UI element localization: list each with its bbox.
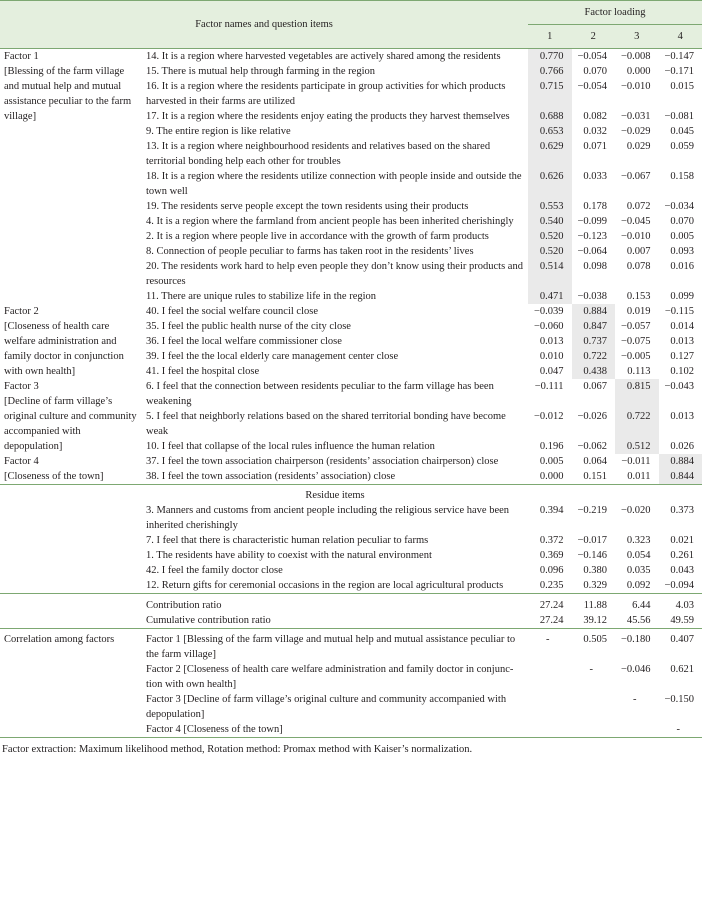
question-item: 38. I feel the town association (residents’ association) close	[146, 471, 396, 482]
loading-value: 0.737	[572, 334, 616, 349]
loading-value: 0.844	[659, 469, 702, 485]
column-header: 3	[615, 25, 659, 49]
loading-value: 0.007	[626, 246, 651, 257]
correlation-value: 0.407	[670, 634, 695, 645]
loading-value: −0.031	[620, 111, 651, 122]
empty-cell	[659, 485, 702, 504]
question-item: 19. The residents serve people except the town residents using their products	[146, 201, 469, 212]
loading-value: −0.171	[664, 66, 695, 77]
loading-value: −0.123	[577, 231, 608, 242]
question-item: 39. I feel the the local elderly care management center close	[146, 351, 399, 362]
loading-value: −0.012	[533, 411, 564, 422]
loading-value: 0.014	[670, 321, 695, 332]
residue-item: 3. Manners and customs from ancient people including the religious service have been inherited cherishingly	[146, 505, 510, 531]
empty-cell	[0, 548, 142, 563]
contribution-value: 27.24	[539, 615, 564, 626]
loading-value: 0.013	[539, 336, 564, 347]
question-item: 9. The entire region is like relative	[146, 126, 291, 137]
column-header: 2	[572, 25, 616, 49]
table-row	[0, 49, 702, 65]
loading-value: −0.039	[533, 306, 564, 317]
loading-value: 0.514	[528, 259, 572, 289]
contribution-body	[0, 594, 702, 629]
loading-value: −0.067	[620, 171, 651, 182]
loading-value: 0.127	[670, 351, 695, 362]
residue-title-row	[0, 485, 702, 504]
loading-value: 0.471	[528, 289, 572, 304]
residue-item: 7. I feel that there is characteristic human relation peculiar to farms	[146, 535, 429, 546]
contribution-value: 45.56	[626, 615, 651, 626]
loading-value: −0.146	[577, 550, 608, 561]
loading-value: 0.847	[572, 319, 616, 334]
loading-value: −0.075	[620, 336, 651, 347]
loading-value: 0.373	[670, 505, 695, 516]
loading-value: 0.033	[583, 171, 608, 182]
correlation-factor: Factor 3 [Decline of farm village’s original culture and community accompanied with depopulation]	[146, 694, 507, 720]
correlation-value: 0.505	[583, 634, 608, 645]
loading-value: 0.021	[670, 535, 695, 546]
loading-value: 0.054	[626, 550, 651, 561]
empty-cell	[0, 578, 142, 594]
loading-value: −0.064	[577, 246, 608, 257]
loading-value: 0.047	[539, 366, 564, 377]
loading-value: −0.010	[620, 231, 651, 242]
correlation-label: Correlation among factors	[4, 634, 115, 645]
loading-value: −0.054	[577, 51, 608, 62]
loading-value: 0.013	[670, 336, 695, 347]
loading-value: −0.008	[620, 51, 651, 62]
residue-item: 12. Return gifts for ceremonial occasions in the region are local agricultural products	[146, 580, 504, 591]
loading-value: −0.054	[577, 81, 608, 92]
loading-value: 0.151	[583, 471, 608, 482]
loading-value: −0.081	[664, 111, 695, 122]
residue-title: Residue items	[305, 490, 365, 501]
residue-item: 1. The residents have ability to coexist with the natural environment	[146, 550, 432, 561]
loading-value: 0.072	[626, 201, 651, 212]
loading-value: 0.520	[528, 229, 572, 244]
loading-value: 0.512	[615, 439, 659, 454]
correlation-value: -	[633, 694, 637, 705]
loading-value: 0.369	[539, 550, 564, 561]
correlation-value: −0.180	[620, 634, 651, 645]
question-item: 5. I feel that neighborly relations based on the shared territorial bonding have become weak	[146, 411, 506, 437]
loading-value: 0.770	[528, 49, 572, 65]
loading-value: 0.153	[626, 291, 651, 302]
loading-value: 0.045	[670, 126, 695, 137]
loading-value: 0.005	[539, 456, 564, 467]
contribution-label: Contribution ratio	[146, 600, 222, 611]
loading-value: 0.098	[583, 261, 608, 272]
correlation-value	[572, 692, 616, 722]
loading-value: 0.011	[627, 471, 651, 482]
table-row	[0, 379, 702, 409]
loading-value: 0.013	[670, 411, 695, 422]
footnote: Factor extraction: Maximum likelihood method, Rotation method: Promax method with Kaiser’s normalization.	[0, 737, 702, 761]
loading-value: −0.011	[621, 456, 651, 467]
loading-value: −0.043	[664, 381, 695, 392]
loading-value: −0.111	[534, 381, 564, 392]
question-item: 4. It is a region where the farmland from ancient people has been inherited cherishingly	[146, 216, 514, 227]
factor-label: Factor 1 [Blessing of the farm village and mutual help and mutual assistance peculiar to the farm village]	[4, 51, 132, 122]
loading-value: −0.005	[620, 351, 651, 362]
loading-value: 0.093	[670, 246, 695, 257]
loading-value: 0.070	[583, 66, 608, 77]
loading-value: 0.766	[528, 64, 572, 79]
loading-value: 0.722	[615, 409, 659, 439]
table-row	[0, 548, 702, 563]
empty-cell	[0, 563, 142, 578]
loading-value: 0.884	[572, 304, 616, 319]
question-item: 20. The residents work hard to help even people they don’t know using their products and resources	[146, 261, 523, 287]
question-item: 35. I feel the public health nurse of the city close	[146, 321, 351, 332]
loading-value: 0.078	[626, 261, 651, 272]
loading-value: −0.017	[577, 535, 608, 546]
loading-value: −0.026	[577, 411, 608, 422]
loading-value: 0.035	[626, 565, 651, 576]
question-item: 17. It is a region where the residents enjoy eating the products they harvest themselves	[146, 111, 510, 122]
correlation-value: −0.046	[620, 664, 651, 675]
question-item: 2. It is a region where people live in accordance with the growth of farm products	[146, 231, 489, 242]
column-header: 1	[528, 25, 572, 49]
loading-value: −0.060	[533, 321, 564, 332]
contribution-row	[0, 613, 702, 629]
correlation-value	[528, 692, 572, 722]
loading-value: −0.038	[577, 291, 608, 302]
loading-value: 0.380	[583, 565, 608, 576]
loading-value: 0.000	[539, 471, 564, 482]
loading-value: 0.688	[528, 109, 572, 124]
correlation-value	[572, 722, 616, 737]
loading-value: 0.653	[528, 124, 572, 139]
loading-value: 0.019	[626, 306, 651, 317]
factor-loading-header: Factor loading	[584, 7, 646, 18]
correlation-body	[0, 629, 702, 738]
correlation-row	[0, 629, 702, 663]
loading-value: −0.062	[577, 441, 608, 452]
question-item: 36. I feel the local welfare commissioner close	[146, 336, 342, 347]
loading-value: 0.329	[583, 580, 608, 591]
factor-label: Factor 2 [Closeness of health care welfare administration and family doctor in conjunction with own health]	[4, 306, 124, 377]
loading-value: 0.005	[670, 231, 695, 242]
loading-value: 0.815	[615, 379, 659, 409]
loading-value: 0.113	[627, 366, 651, 377]
correlation-factor: Factor 4 [Closeness of the town]	[146, 724, 283, 735]
correlation-value: -	[676, 724, 681, 735]
contribution-value: 11.88	[583, 600, 608, 611]
loading-value: 0.102	[670, 366, 695, 377]
loading-value: −0.034	[664, 201, 695, 212]
loading-value: 0.092	[626, 580, 651, 591]
empty-cell	[0, 503, 142, 533]
question-item: 11. There are unique rules to stabilize life in the region	[146, 291, 377, 302]
loading-value: 0.715	[528, 79, 572, 109]
correlation-value: −0.150	[664, 694, 695, 705]
residue-item: 42. I feel the family doctor close	[146, 565, 283, 576]
empty-cell	[0, 594, 142, 614]
loading-value: 0.043	[670, 565, 695, 576]
loading-value: 0.884	[659, 454, 702, 469]
correlation-value: -	[546, 634, 550, 645]
loading-value: 0.722	[572, 349, 616, 364]
contribution-value: 39.12	[583, 615, 608, 626]
contribution-value: 27.24	[539, 600, 564, 611]
correlation-factor: Factor 2 [Closeness of health care welfare administration and family doctor in conjunc-tion with own health]	[146, 664, 514, 690]
factor-body	[0, 49, 702, 485]
factor-label: Factor 4 [Closeness of the town]	[4, 456, 104, 482]
table-header	[0, 1, 702, 49]
loading-value: −0.057	[620, 321, 651, 332]
loading-value: 0.323	[626, 535, 651, 546]
loading-value: −0.147	[664, 51, 695, 62]
correlation-value: -	[589, 664, 594, 675]
loading-value: −0.094	[664, 580, 695, 591]
loading-value: 0.626	[528, 169, 572, 199]
loading-value: 0.099	[670, 291, 695, 302]
loading-value: −0.020	[620, 505, 651, 516]
contribution-label: Cumulative contribution ratio	[146, 615, 271, 626]
contribution-value: 49.59	[670, 615, 695, 626]
loading-value: 0.026	[670, 441, 695, 452]
correlation-value	[528, 722, 572, 737]
loading-value: 0.438	[572, 364, 616, 379]
question-item: 8. Connection of people peculiar to farms has taken root in the residents’ lives	[146, 246, 474, 257]
loading-value: 0.082	[583, 111, 608, 122]
question-item: 14. It is a region where harvested vegetables are actively shared among the residents	[146, 51, 501, 62]
loading-value: −0.045	[620, 216, 651, 227]
table-row	[0, 454, 702, 469]
table-row	[0, 304, 702, 319]
loading-value: 0.071	[583, 141, 608, 152]
contribution-value: 6.44	[632, 600, 651, 611]
contribution-row	[0, 594, 702, 614]
question-item: 41. I feel the hospital close	[146, 366, 260, 377]
empty-cell	[0, 485, 142, 504]
table-row	[0, 563, 702, 578]
empty-cell	[572, 485, 616, 504]
empty-cell	[615, 485, 659, 504]
question-item: 40. I feel the social welfare council close	[146, 306, 319, 317]
loading-value: 0.070	[670, 216, 695, 227]
question-item: 10. I feel that collapse of the local rules influence the human relation	[146, 441, 435, 452]
correlation-factor: Factor 1 [Blessing of the farm village and mutual help and mutual assistance peculiar to the farm village]	[146, 634, 516, 660]
loading-value: −0.099	[577, 216, 608, 227]
question-item: 18. It is a region where the residents utilize connection with people inside and outside the town well	[146, 171, 522, 197]
correlation-value: 0.621	[670, 664, 695, 675]
loading-value: 0.196	[539, 441, 564, 452]
loading-value: 0.096	[539, 565, 564, 576]
loading-value: 0.553	[528, 199, 572, 214]
correlation-value	[615, 722, 659, 737]
loading-value: 0.520	[528, 244, 572, 259]
loading-value: 0.064	[583, 456, 608, 467]
correlation-value	[528, 662, 572, 692]
loading-value: 0.394	[539, 505, 564, 516]
loading-value: −0.010	[620, 81, 651, 92]
question-item: 6. I feel that the connection between residents peculiar to the farm village has been weakening	[146, 381, 494, 407]
loading-value: 0.000	[626, 66, 651, 77]
loading-value: 0.372	[539, 535, 564, 546]
loading-value: 0.235	[539, 580, 564, 591]
loading-value: 0.540	[528, 214, 572, 229]
contribution-value: 4.03	[675, 600, 695, 611]
loading-value: 0.029	[626, 141, 651, 152]
empty-cell	[528, 485, 572, 504]
column-header: 4	[659, 25, 702, 49]
empty-cell	[0, 613, 142, 629]
question-item: 37. I feel the town association chairperson (residents’ association chairperson) close	[146, 456, 499, 467]
empty-cell	[0, 533, 142, 548]
question-item: 13. It is a region where neighbourhood residents and relatives based on the shared territorial bonding help each other for troubles	[146, 141, 491, 167]
loading-value: 0.261	[670, 550, 695, 561]
residue-body	[0, 485, 702, 594]
loading-value: −0.115	[664, 306, 695, 317]
table-row	[0, 503, 702, 533]
loading-value: 0.015	[670, 81, 695, 92]
loading-value: 0.158	[670, 171, 695, 182]
loading-value: 0.629	[528, 139, 572, 169]
question-item: 16. It is a region where the residents participate in group activities for which products harvested in their farms are utilized	[146, 81, 506, 107]
loading-value: 0.032	[583, 126, 608, 137]
loading-value: 0.059	[670, 141, 695, 152]
factor-names-header: Factor names and question items	[195, 19, 333, 30]
table-row	[0, 578, 702, 594]
loading-value: 0.067	[583, 381, 608, 392]
factor-label: Factor 3 [Decline of farm village’s original culture and community accompanied with depopulation]	[4, 381, 137, 452]
loading-value: −0.219	[577, 505, 608, 516]
loading-value: 0.016	[670, 261, 695, 272]
table-row	[0, 533, 702, 548]
loading-value: 0.010	[539, 351, 564, 362]
question-item: 15. There is mutual help through farming in the region	[146, 66, 376, 77]
loading-value: −0.029	[620, 126, 651, 137]
loading-value: 0.178	[583, 201, 608, 212]
